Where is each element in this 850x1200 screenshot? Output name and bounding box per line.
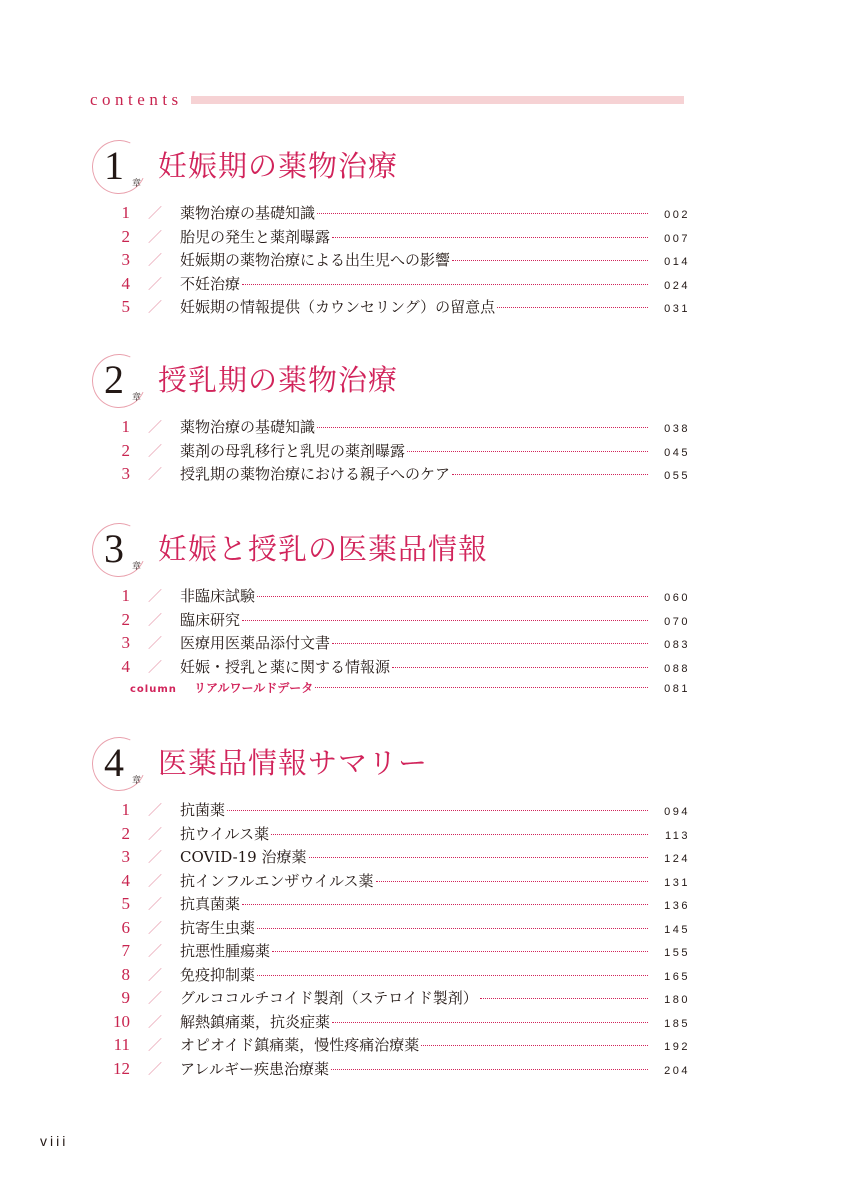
slash-separator: ／: [148, 825, 162, 842]
dot-leader: [332, 643, 648, 644]
slash-separator: ／: [148, 658, 162, 675]
contents-heading: [90, 88, 684, 110]
column-tag: column: [130, 684, 177, 695]
dot-leader: [452, 260, 648, 261]
page-number: 024: [664, 279, 690, 292]
page-number: 007: [664, 232, 690, 245]
chapter-suffix: 章: [132, 776, 142, 786]
entry-number: 8: [121, 964, 130, 984]
slash-separator: ／: [148, 611, 162, 628]
chapter-number: 1: [104, 143, 124, 188]
slash-separator: ／: [148, 205, 162, 221]
dot-leader: [257, 975, 648, 976]
entry-number: 3: [121, 464, 130, 483]
page-number: 038: [664, 423, 690, 435]
slash-separator: ／: [148, 966, 162, 983]
page-number: 002: [664, 209, 690, 221]
entry-number: 3: [121, 633, 130, 652]
toc-entry[interactable]: [90, 1011, 690, 1035]
toc-entry[interactable]: [90, 917, 690, 941]
toc-entry[interactable]: [90, 416, 690, 440]
dot-leader: [317, 427, 648, 428]
entry-number: 5: [121, 894, 130, 913]
chapter-3: [90, 523, 690, 703]
slash-separator: ／: [148, 442, 162, 459]
toc-entry[interactable]: [90, 823, 690, 847]
dot-leader: [331, 1069, 648, 1070]
chapter-suffix: 章: [132, 179, 142, 189]
entry-number: 11: [113, 1035, 130, 1054]
slash-separator: ／: [148, 919, 162, 936]
entry-title: 授乳期の薬物治療における親子へのケア: [180, 465, 451, 483]
contents-rule: [191, 96, 684, 104]
page-number: 124: [664, 853, 690, 865]
toc-entry[interactable]: [90, 440, 690, 464]
slash-separator: ／: [148, 419, 162, 435]
entry-number: 12: [113, 1058, 130, 1078]
chapter-number: 2: [104, 357, 124, 402]
entry-title: 妊娠・授乳と薬に関する情報源: [180, 657, 391, 676]
entry-title: 薬剤の母乳移行と乳児の薬剤曝露: [180, 441, 406, 460]
chapter-number: 3: [104, 526, 124, 571]
entry-title: 抗悪性腫瘍薬: [180, 942, 271, 960]
chapter-title: 医薬品情報サマリー: [158, 746, 429, 780]
entry-title: オピオイド鎮痛薬，慢性疼痛治療薬: [180, 1036, 420, 1054]
toc-entry[interactable]: [90, 870, 690, 894]
slash-separator: ／: [148, 252, 162, 268]
page-number: 094: [664, 806, 690, 818]
dot-leader: [332, 237, 648, 238]
entry-number: 4: [121, 870, 130, 890]
toc-entry[interactable]: [90, 202, 690, 226]
dot-leader: [242, 620, 648, 621]
toc-entry[interactable]: [90, 1034, 690, 1058]
slash-separator: ／: [148, 943, 162, 959]
dot-leader: [332, 1022, 648, 1023]
page-number: 145: [664, 923, 690, 936]
toc-entry[interactable]: [90, 463, 690, 487]
chapter-heading[interactable]: [90, 523, 690, 579]
entry-number: 3: [121, 847, 130, 866]
chapter-suffix: 章: [132, 393, 142, 403]
dot-leader: [242, 904, 648, 905]
chapter-number: 4: [104, 740, 124, 785]
toc-entry[interactable]: [90, 249, 690, 273]
page-number: 014: [664, 256, 690, 268]
page-number: 165: [664, 970, 690, 983]
toc-column-entry[interactable]: [90, 679, 690, 703]
page-number: 070: [664, 615, 690, 628]
toc-entry[interactable]: [90, 226, 690, 250]
entry-title: 薬物治療の基礎知識: [180, 204, 316, 222]
slash-separator: ／: [148, 299, 162, 315]
entry-title: 抗インフルエンザウイルス薬: [180, 871, 374, 890]
entry-title: 抗菌薬: [180, 801, 226, 819]
slash-separator: ／: [148, 275, 162, 292]
entry-title: アレルギー疾患治療薬: [180, 1059, 330, 1078]
entry-title: 解熱鎮痛薬，抗炎症薬: [180, 1012, 331, 1031]
page-number: 180: [664, 994, 690, 1006]
page-number: 045: [664, 446, 690, 459]
slash-separator: ／: [148, 466, 162, 482]
toc-entry[interactable]: [90, 964, 690, 988]
entry-number: 4: [121, 273, 130, 293]
dot-leader: [376, 881, 648, 882]
chapter-1: [90, 140, 690, 320]
entry-title: 医療用医薬品添付文書: [180, 634, 331, 652]
chapter-title: 妊娠期の薬物治療: [158, 149, 399, 183]
slash-separator: ／: [148, 849, 162, 865]
slash-separator: ／: [148, 1013, 162, 1030]
chapter-4: [90, 737, 690, 1081]
slash-separator: ／: [148, 872, 162, 889]
slash-separator: ／: [148, 228, 162, 245]
page-number: 055: [664, 470, 690, 482]
dot-leader: [257, 596, 648, 597]
entry-number: 2: [121, 823, 130, 843]
slash-separator: ／: [148, 635, 162, 651]
entry-title: 非臨床試験: [180, 587, 256, 605]
chapter-suffix: 章: [132, 562, 142, 572]
page-number: 155: [664, 947, 690, 959]
contents-label: contents: [90, 89, 183, 109]
chapter-2: [90, 354, 690, 487]
entry-number: 2: [121, 440, 130, 460]
entry-title: 免疫抑制薬: [180, 965, 256, 984]
dot-leader: [407, 451, 648, 452]
toc-entry[interactable]: [90, 656, 690, 680]
entry-title: 臨床研究: [180, 610, 241, 629]
chapter-heading[interactable]: [90, 354, 690, 410]
toc-entry[interactable]: [90, 940, 690, 964]
entry-title: 抗寄生虫薬: [180, 918, 256, 937]
chapter-heading[interactable]: [90, 737, 690, 793]
slash-separator: ／: [148, 990, 162, 1006]
toc-entry[interactable]: [90, 609, 690, 633]
page-number: 192: [664, 1041, 690, 1053]
slash-separator: ／: [148, 896, 162, 912]
toc-entry[interactable]: [90, 893, 690, 917]
page-number: 081: [664, 683, 690, 695]
page-number: 113: [664, 829, 690, 842]
entry-title: 妊娠期の薬物治療による出生児への影響: [180, 251, 451, 269]
entry-number: 3: [121, 250, 130, 269]
dot-leader: [242, 284, 648, 285]
page-number: 131: [664, 876, 690, 889]
entry-number: 2: [121, 609, 130, 629]
toc-entry[interactable]: [90, 799, 690, 823]
slash-separator: ／: [148, 588, 162, 604]
entry-number: 2: [121, 226, 130, 246]
page-folio: viii: [40, 1133, 69, 1149]
page-number: 136: [664, 900, 690, 912]
entry-title: 薬物治療の基礎知識: [180, 418, 316, 436]
entry-title: 妊娠期の情報提供（カウンセリング）の留意点: [180, 298, 496, 316]
dot-leader: [257, 928, 648, 929]
page-number: 031: [664, 303, 690, 315]
entry-number: 9: [121, 988, 130, 1007]
entry-title: COVID-19 治療薬: [180, 848, 307, 866]
page-number: 060: [664, 592, 690, 604]
dot-leader: [480, 998, 648, 999]
toc-entry[interactable]: [90, 585, 690, 609]
page-number: 204: [664, 1064, 690, 1077]
entry-number: 1: [121, 800, 130, 819]
toc-entry[interactable]: [90, 296, 690, 320]
dot-leader: [271, 834, 648, 835]
toc-entry[interactable]: [90, 846, 690, 870]
entry-title: グルココルチコイド製剤（ステロイド製剤）: [180, 989, 478, 1007]
dot-leader: [497, 307, 648, 308]
entry-title: 抗ウイルス薬: [180, 824, 270, 843]
slash-separator: ／: [148, 802, 162, 818]
chapter-title: 妊娠と授乳の医薬品情報: [158, 532, 489, 566]
dot-leader: [317, 213, 648, 214]
dot-leader: [309, 857, 649, 858]
entry-number: 1: [121, 417, 130, 436]
column-title: リアルワールドデータ: [194, 681, 314, 695]
dot-leader: [272, 951, 648, 952]
entry-number: 4: [121, 656, 130, 676]
slash-separator: ／: [148, 1060, 162, 1077]
entry-number: 1: [121, 586, 130, 605]
slash-separator: ／: [148, 1037, 162, 1053]
chapter-title: 授乳期の薬物治療: [158, 363, 399, 397]
entry-number: 6: [121, 917, 130, 937]
dot-leader: [392, 667, 648, 668]
toc-entry[interactable]: [90, 987, 690, 1011]
entry-title: 胎児の発生と薬剤曝露: [180, 227, 331, 246]
page-number: 083: [664, 639, 690, 651]
dot-leader: [452, 474, 648, 475]
entry-number: 1: [121, 203, 130, 222]
dot-leader: [227, 810, 648, 811]
page-number: 185: [664, 1017, 690, 1030]
entry-title: 不妊治療: [180, 274, 241, 293]
entry-title: 抗真菌薬: [180, 895, 241, 913]
dot-leader: [421, 1045, 648, 1046]
page-number: 088: [664, 662, 690, 675]
entry-number: 7: [121, 941, 130, 960]
entry-number: 5: [121, 297, 130, 316]
entry-number: 10: [113, 1011, 130, 1031]
toc-entry[interactable]: [90, 632, 690, 656]
chapter-heading[interactable]: [90, 140, 690, 196]
toc-entry[interactable]: [90, 1058, 690, 1082]
toc-entry[interactable]: [90, 273, 690, 297]
dot-leader: [315, 687, 648, 688]
